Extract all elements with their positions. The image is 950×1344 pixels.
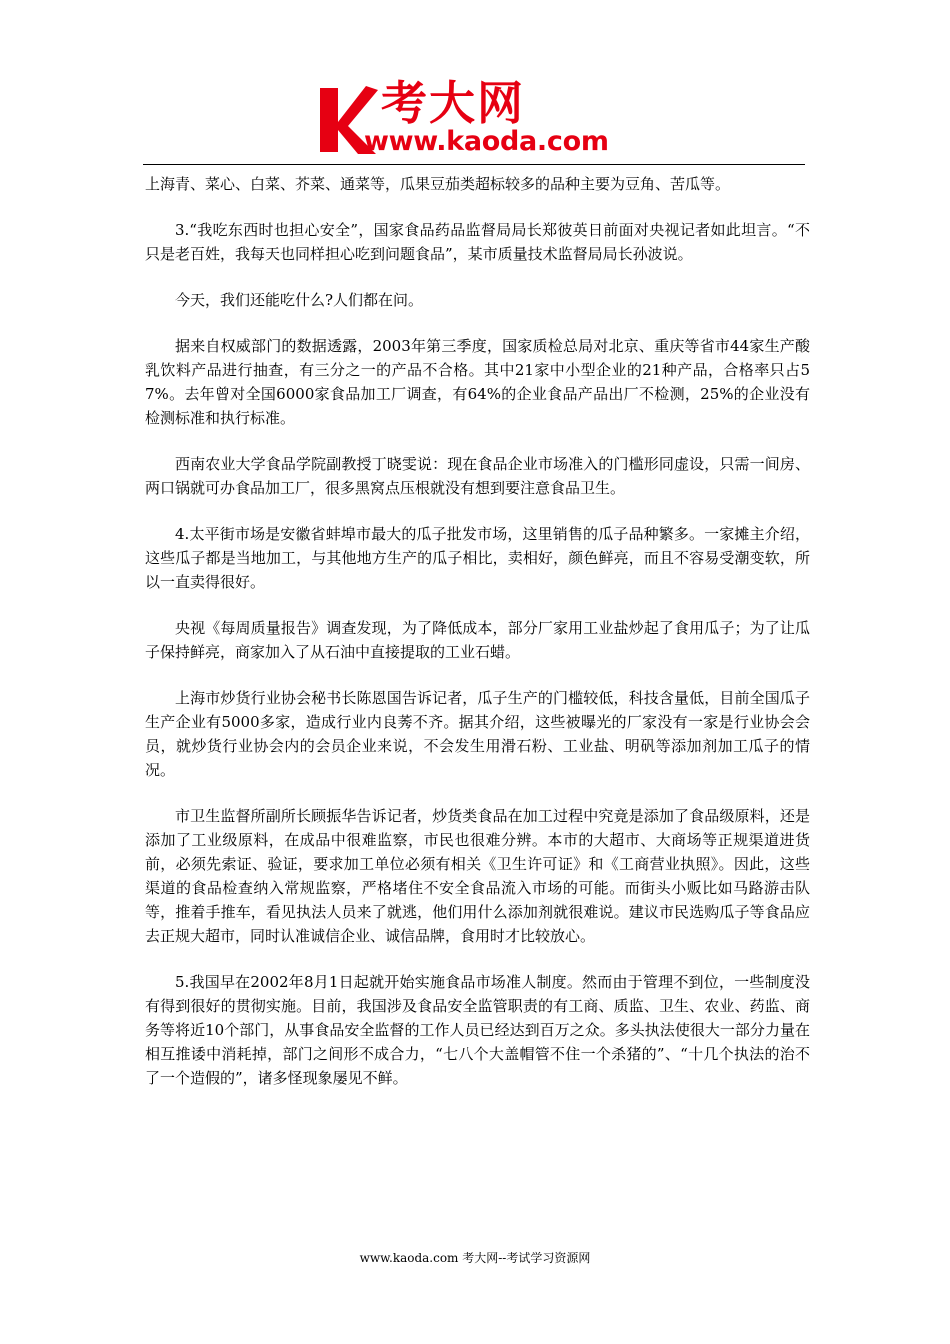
logo-title: 考大网 [381, 76, 525, 130]
paragraph: 今天，我们还能吃什么?人们都在问。 [175, 291, 424, 309]
paragraph: 央视《每周质量报告》调查发现，为了降低成本，部分厂家用工业盐炒起了食用瓜子；为了让瓜子保持鲜亮，商家加入了从石油中直接提取的工业石蜡。 [145, 619, 810, 661]
paragraph: 市卫生监督所副所长顾振华告诉记者，炒货类食品在加工过程中究竟是添加了食品级原料，还是添加了工业级原料，在成品中很难监察，市民也很难分辨。本市的大超市、大商场等正规渠道进货前，必须先索证、验证，要求加工单位必须有相关《卫生许可证》和《工商营业执照》。因此，这些渠道的食品检查纳入常规监察，严格堵住不安全食品流入市场的可能。而街头小贩比如马路游击队等，推着手推车，看见执法人员来了就逃，他们用什么添加剂就很难说。建议市民选购瓜子等食品应去正规大超市，同时认准诚信企业、诚信品牌，食用时才比较放心。 [145, 807, 810, 945]
paragraph: 西南农业大学食品学院副教授丁晓雯说：现在食品企业市场准入的门槛形同虚设，只需一间房、两口锅就可办食品加工厂，很多黑窝点压根就没有想到要注意食品卫生。 [145, 455, 810, 497]
logo-url: www.kaoda.com [364, 126, 609, 157]
paragraph: 4.太平街市场是安徽省蚌埠市最大的瓜子批发市场，这里销售的瓜子品种繁多。一家摊主介绍，这些瓜子都是当地加工，与其他地方生产的瓜子相比，卖相好，颜色鲜亮，而且不容易受潮变软，所以一直卖得很好。 [145, 525, 810, 591]
site-logo[interactable] [318, 76, 648, 158]
paragraph: 据来自权威部门的数据透露，2003年第三季度，国家质检总局对北京、重庆等省市44家生产酸乳饮料产品进行抽查，有三分之一的产品不合格。其中21家中小型企业的21种产品，合格率只占57%。去年曾对全国6000家食品加工厂调查，有64%的企业食品产品出厂不检测，25%的企业没有检测标准和执行标准。 [145, 337, 810, 427]
paragraph: 上海市炒货行业协会秘书长陈恩国告诉记者，瓜子生产的门槛较低，科技含量低，目前全国瓜子生产企业有5000多家，造成行业内良莠不齐。据其介绍，这些被曝光的厂家没有一家是行业协会会员，就炒货行业协会内的会员企业来说，不会发生用滑石粉、工业盐、明矾等添加剂加工瓜子的情况。 [145, 689, 810, 779]
paragraph: 3.“我吃东西时也担心安全”，国家食品药品监督局局长郑彼英日前面对央视记者如此坦言。“不只是老百姓，我每天也同样担心吃到问题食品”，某市质量技术监督局局长孙波说。 [145, 221, 810, 263]
page-header [0, 0, 950, 166]
article-body [145, 172, 810, 1112]
page-footer: www.kaoda.com 考大网--考试学习资源网 [359, 1251, 591, 1265]
header-divider [143, 164, 805, 165]
paragraph: 5.我国早在2002年8月1日起就开始实施食品市场准人制度。然而由于管理不到位，一些制度没有得到很好的贯彻实施。目前，我国涉及食品安全监管职责的有工商、质监、卫生、农业、药监、商务等将近10个部门，从事食品安全监督的工作人员已经达到百万之众。多头执法使很大一部分力量在相互推诿中消耗掉，部门之间形不成合力，“七八个大盖帽管不住一个杀猪的”、“十几个执法的治不了一个造假的”，诸多怪现象屡见不鲜。 [145, 973, 810, 1087]
paragraph: 上海青、菜心、白菜、芥菜、通菜等，瓜果豆茄类超标较多的品种主要为豆角、苦瓜等。 [145, 175, 731, 193]
